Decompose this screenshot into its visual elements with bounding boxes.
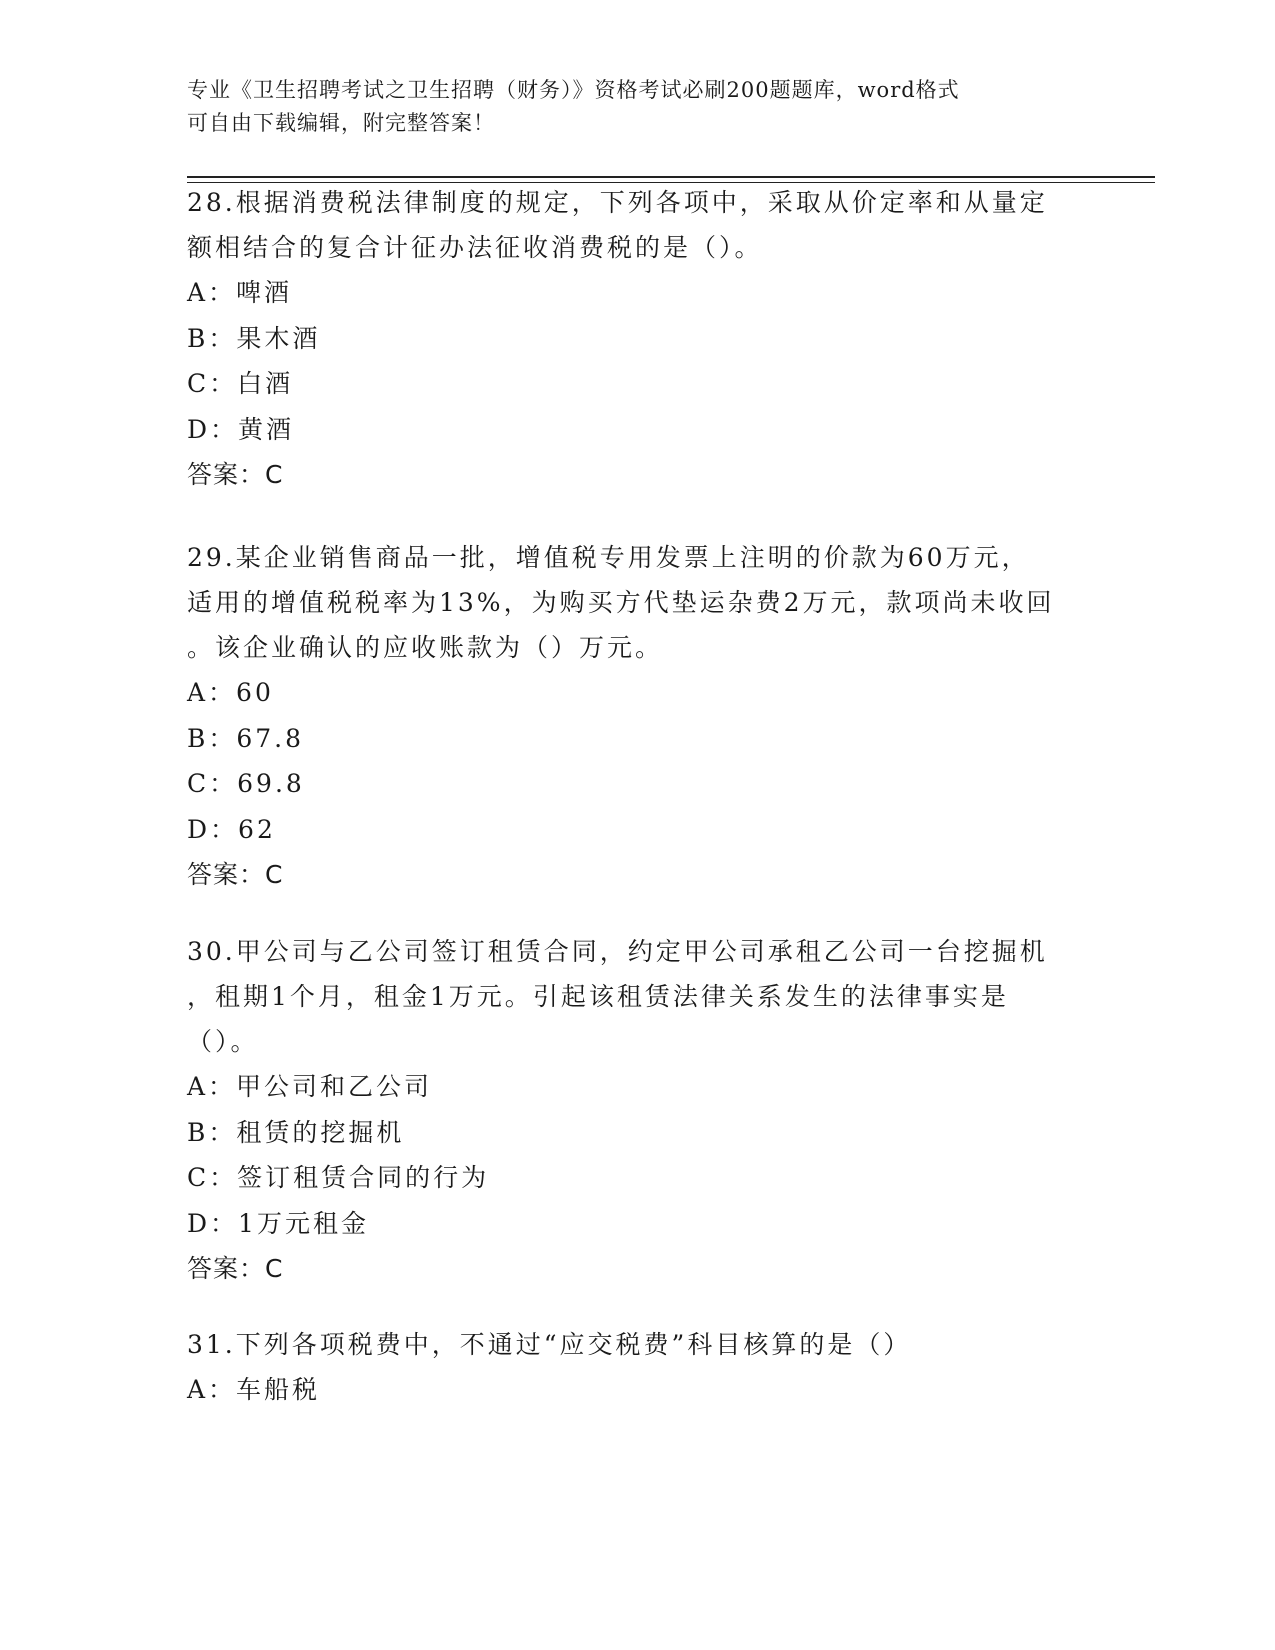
question-29-option-d: D：62: [187, 814, 276, 844]
document-header: [187, 74, 1087, 140]
question-28-answer: 答案：C: [187, 460, 284, 489]
question-30-option-a: A：甲公司和乙公司: [187, 1072, 433, 1101]
question-30: [187, 929, 1087, 1291]
question-30-line-1: 30.甲公司与乙公司签订租赁合同，约定甲公司承租乙公司一台挖掘机: [187, 937, 1048, 966]
question-28-line-2: 额相结合的复合计征办法征收消费税的是（）。: [187, 233, 763, 262]
question-30-answer: 答案：C: [187, 1254, 284, 1283]
question-31-option-a: A：车船税: [187, 1375, 321, 1404]
question-30-line-2: ，租期1个月，租金1万元。引起该租赁法律关系发生的法律事实是: [187, 982, 1009, 1011]
question-29-line-1: 29.某企业销售商品一批，增值税专用发票上注明的价款为60万元，: [187, 543, 1030, 572]
question-28-option-d: D：黄酒: [187, 414, 295, 444]
question-29-option-c: C：69.8: [187, 769, 305, 798]
question-28: [187, 180, 1087, 497]
question-28-option-c: C：白酒: [187, 369, 294, 398]
question-29-line-2: 适用的增值税税率为13%，为购买方代垫运杂费2万元，款项尚未收回: [187, 588, 1055, 617]
question-28-option-a: A：啤酒: [187, 278, 293, 307]
question-29-option-b: B：67.8: [187, 723, 305, 753]
question-28-option-b: B：果木酒: [187, 323, 321, 353]
question-29: [187, 535, 1087, 897]
question-30-option-b: B：租赁的挖掘机: [187, 1117, 405, 1147]
question-30-line-3: （）。: [187, 1027, 259, 1056]
question-31-line-1: 31.下列各项税费中，不通过“应交税费”科目核算的是（）: [187, 1330, 912, 1359]
question-28-line-1: 28.根据消费税法律制度的规定，下列各项中，采取从价定率和从量定: [187, 188, 1048, 217]
question-29-line-3: 。该企业确认的应收账款为（）万元。: [187, 633, 664, 662]
header-divider-thick: [187, 176, 1155, 178]
question-30-option-d: D：1万元租金: [187, 1208, 369, 1238]
question-29-answer: 答案：C: [187, 860, 284, 889]
header-line-1: 专业《卫生招聘考试之卫生招聘（财务）》资格考试必刷200题题库，word格式: [187, 78, 960, 102]
question-29-option-a: A：60: [187, 678, 274, 707]
question-31: [187, 1322, 1087, 1413]
question-30-option-c: C：签订租赁合同的行为: [187, 1163, 490, 1192]
header-line-2: 可自由下载编辑，附完整答案！: [187, 111, 495, 135]
